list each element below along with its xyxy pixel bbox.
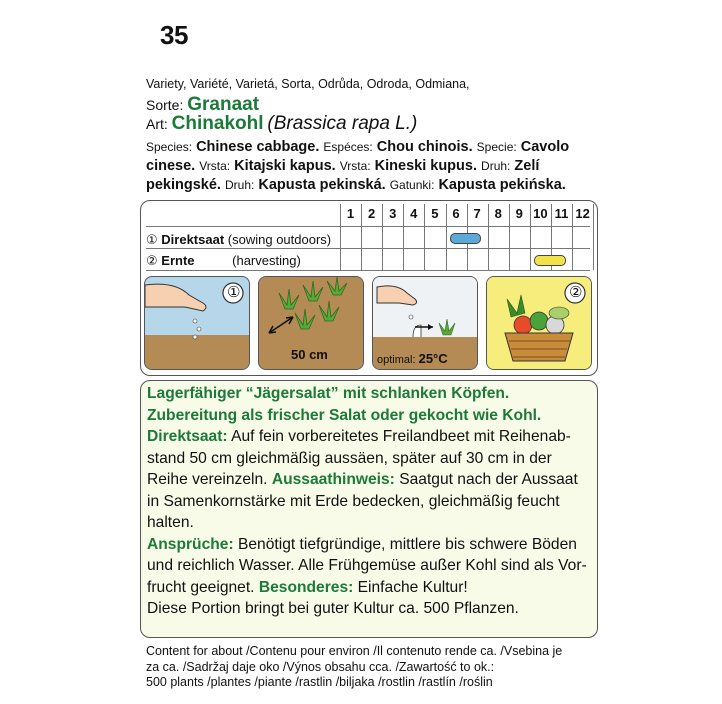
month-number: 7 xyxy=(473,206,481,221)
species-list xyxy=(146,138,616,195)
grid-hline xyxy=(146,248,590,249)
aussaathinweis-text: Saatgut nach der Aussaat in Samenkornstärke mit Erde bedecken, gleichmäßig feucht halten. xyxy=(147,471,578,531)
direktsaat-text: Auf fein vorbereitetes Freilandbeet mit Reihenab-stand 50 cm gleichmäßig aussäen, später auf 30 cm in der Reihe vereinzeln. xyxy=(147,428,571,488)
sorte-value: Granaat xyxy=(187,94,260,115)
species-label: Vrsta: xyxy=(199,159,231,173)
species-value: Chinese cabbage. xyxy=(196,139,320,155)
picto-temperature-caption xyxy=(377,351,448,366)
month-number: 9 xyxy=(515,206,523,221)
month-number: 11 xyxy=(554,206,569,221)
species-label: Species: xyxy=(146,140,193,154)
picto-spacing xyxy=(258,276,364,370)
species-label: Vrsta: xyxy=(339,159,371,173)
ansprueche-text: Benötigt tiefgründige, mittlere bis schwere Böden und reichlich Wasser. Alle Frühgemüse außer Kohl sind als Vor-frucht geeignet. xyxy=(147,535,587,596)
picto-caption-value: 25°C xyxy=(418,351,448,366)
species-label: Espéces: xyxy=(323,140,373,154)
row-harvest-label xyxy=(146,253,301,269)
grid-hline xyxy=(146,226,590,227)
description-headline-2: Zubereitung als frischer Salat oder gekocht wie Kohl. xyxy=(147,406,542,424)
month-number: 5 xyxy=(431,206,439,221)
month-number: 12 xyxy=(575,206,590,221)
month-number: 2 xyxy=(367,206,376,221)
harvest-period-bar xyxy=(534,255,566,266)
content-note xyxy=(146,644,606,691)
description-yield: Diese Portion bringt bei guter Kultur ca. 500 Pflanzen. xyxy=(147,600,519,617)
species-value: Zelí pekingské. xyxy=(146,158,540,193)
art-line xyxy=(146,113,417,135)
row-name: Ernte xyxy=(161,253,195,268)
description-body xyxy=(147,426,593,534)
picto-caption-prefix: optimal: xyxy=(377,354,416,366)
species-label: Specie: xyxy=(476,140,517,154)
row-note: (harvesting) xyxy=(232,253,301,268)
species-value: Kineski kupus. xyxy=(374,158,477,174)
ansprueche-heading: Ansprüche: xyxy=(147,535,234,553)
grid-hline xyxy=(146,270,590,271)
art-value: Chinakohl xyxy=(171,113,264,134)
picto-harvest xyxy=(486,276,592,370)
latin-name: (Brassica rapa L.) xyxy=(267,113,418,134)
row-number: ① xyxy=(146,232,158,247)
content-line: 500 plants /plantes /piante /rastlin /biljaka /rostlin /rastlín /roślin xyxy=(146,675,493,689)
species-label: Druh: xyxy=(224,178,255,192)
sowing-period-bar xyxy=(450,233,482,244)
variety-label: Variety, Variété, Varietá, Sorta, Odrůda, Odroda, Odmiana, xyxy=(146,77,470,91)
content-line: Content for about /Contenu pour environ /Il contenuto rende ca. /Vsebina je xyxy=(146,644,563,658)
species-value: Chou chinois. xyxy=(376,139,473,155)
month-number: 10 xyxy=(533,206,548,221)
grid-vline xyxy=(593,204,594,270)
besonderes-heading: Besonderes: xyxy=(258,578,354,596)
month-number: 8 xyxy=(494,206,502,221)
month-number: 1 xyxy=(346,206,355,221)
picto-spacing-caption: 50 cm xyxy=(291,347,328,362)
description-text xyxy=(147,383,593,620)
species-value: Kitajski kapus. xyxy=(234,158,336,174)
sorte-label: Sorte: xyxy=(146,97,184,113)
row-name: Direktsaat xyxy=(161,232,225,247)
month-number: 4 xyxy=(410,206,418,221)
picto-badge: ② xyxy=(569,284,583,301)
picto-sowing xyxy=(144,276,250,370)
besonderes-text: Einfache Kultur! xyxy=(353,578,468,596)
month-number: 6 xyxy=(452,206,460,221)
species-label: Druh: xyxy=(481,159,511,173)
direktsaat-heading: Direktsaat: xyxy=(147,428,228,445)
row-note: (sowing outdoors) xyxy=(227,232,332,247)
month-number: 3 xyxy=(389,206,397,221)
species-value: Cavolo cinese. xyxy=(146,139,570,174)
art-label: Art: xyxy=(146,116,168,132)
species-value: Kapusta pekinská. xyxy=(258,177,386,193)
row-sowing-label xyxy=(146,232,331,248)
species-label: Gatunki: xyxy=(389,178,435,192)
content-line: za ca. /Sadržaj daje oko /Výnos obsahu cca. /Zawartość to ok.: xyxy=(146,659,495,674)
aussaathinweis-heading: Aussaathinweis: xyxy=(271,471,395,488)
packet-number: 35 xyxy=(160,20,188,50)
species-value: Kapusta pekińska. xyxy=(438,177,566,193)
picto-temperature xyxy=(372,276,478,370)
description-headline-1: Lagerfähiger “Jägersalat” mit schlanken Köpfen. xyxy=(147,385,510,402)
description-body-2 xyxy=(147,534,593,599)
row-number: ② xyxy=(146,253,158,268)
picto-badge: ① xyxy=(227,284,241,301)
